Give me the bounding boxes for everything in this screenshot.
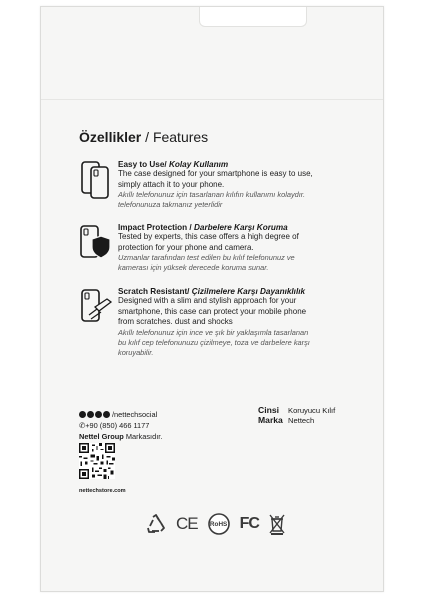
feature-heading	[118, 223, 318, 232]
feature-desc-en: Designed with a slim and stylish approach for your smartphone, this case can protect your mobile phone from scratches. dust and shocks	[118, 296, 307, 327]
phone-number: +90 (850) 466 1177	[85, 421, 150, 430]
spec-brand-row	[258, 415, 335, 425]
feature-desc-tr: Akıllı telefonunuz için tasarlanan kılıfın kullanımı kolaydır. telefonunuza takmanız yeterlidir	[118, 190, 306, 210]
facebook-icon	[79, 411, 86, 418]
social-icons	[79, 411, 110, 418]
spec-type-value: Koruyucu Kılıf	[288, 406, 336, 415]
title-bold: Özellikler	[79, 129, 142, 145]
social-handle: /nettechsocial	[112, 410, 158, 419]
feature-desc-en: Tested by experts, this case offers a high degree of protection for your phone and camera.	[118, 232, 299, 252]
heading-tr: Çizilmelere Karşı Dayanıklılık	[191, 287, 306, 296]
feature-desc-en: The case designed for your smartphone is easy to use, simply attach it to your phone.	[118, 169, 313, 189]
spec-brand-value: Nettech	[288, 416, 315, 425]
phone-row	[79, 420, 162, 431]
feature-desc-tr: Uzmanlar tarafından test edilen bu kılıf telefonunuz ve kamerası için yüksek derecede koruma sunar.	[118, 253, 295, 273]
recycle-icon	[145, 513, 167, 535]
heading-tr: Darbelere Karşı Koruma	[193, 223, 288, 232]
spec-type-row	[258, 405, 335, 415]
spec-block	[258, 405, 335, 425]
brand-row	[79, 431, 162, 442]
feature-easy-to-use	[79, 160, 311, 212]
heading-en: Impact Protection /	[118, 223, 192, 232]
instagram-icon	[87, 411, 94, 418]
brand-rest: Markasıdır.	[123, 432, 163, 441]
box-edge-line	[41, 99, 383, 100]
feature-heading	[118, 160, 318, 169]
youtube-icon	[95, 411, 102, 418]
ce-mark: CE	[176, 514, 198, 533]
spec-type-label: Cinsi	[258, 405, 280, 415]
features-title	[79, 129, 208, 145]
certification-marks	[145, 513, 286, 535]
heading-en: Easy to Use/	[118, 160, 167, 169]
fc-mark: FC	[239, 515, 259, 532]
qr-code[interactable]	[79, 443, 115, 479]
feature-impact-protection	[79, 223, 311, 275]
rohs-label: RoHS	[209, 520, 228, 528]
brand-bold: Nettel Group	[79, 432, 124, 441]
social-row	[79, 409, 162, 420]
feature-heading	[118, 287, 318, 296]
shield-phone-icon	[79, 223, 113, 263]
heading-tr: Kolay Kullanım	[168, 160, 229, 169]
title-separator: /	[141, 129, 153, 145]
feature-desc-tr: Akıllı telefonunuz için ince ve şık bir yaklaşımla tasarlanan bu kılıf cep telefonunuzu çizilmeye, toza ve darbelere karşı koruyabilir.	[118, 327, 310, 357]
feature-scratch-resistant	[79, 287, 311, 369]
heading-en: Scratch Resistant/	[118, 287, 190, 296]
hang-hole	[199, 7, 307, 27]
weee-bin-icon	[268, 513, 286, 535]
title-rest: Features	[152, 129, 209, 145]
phone-case-icon	[79, 160, 113, 200]
contact-block	[79, 409, 162, 442]
scratch-phone-icon	[79, 287, 113, 327]
website-url[interactable]: nettechstore.com	[79, 488, 126, 494]
phone-icon: ✆	[79, 421, 86, 430]
twitter-icon	[103, 411, 110, 418]
spec-brand-label: Marka	[258, 415, 283, 425]
rohs-mark	[207, 513, 231, 535]
